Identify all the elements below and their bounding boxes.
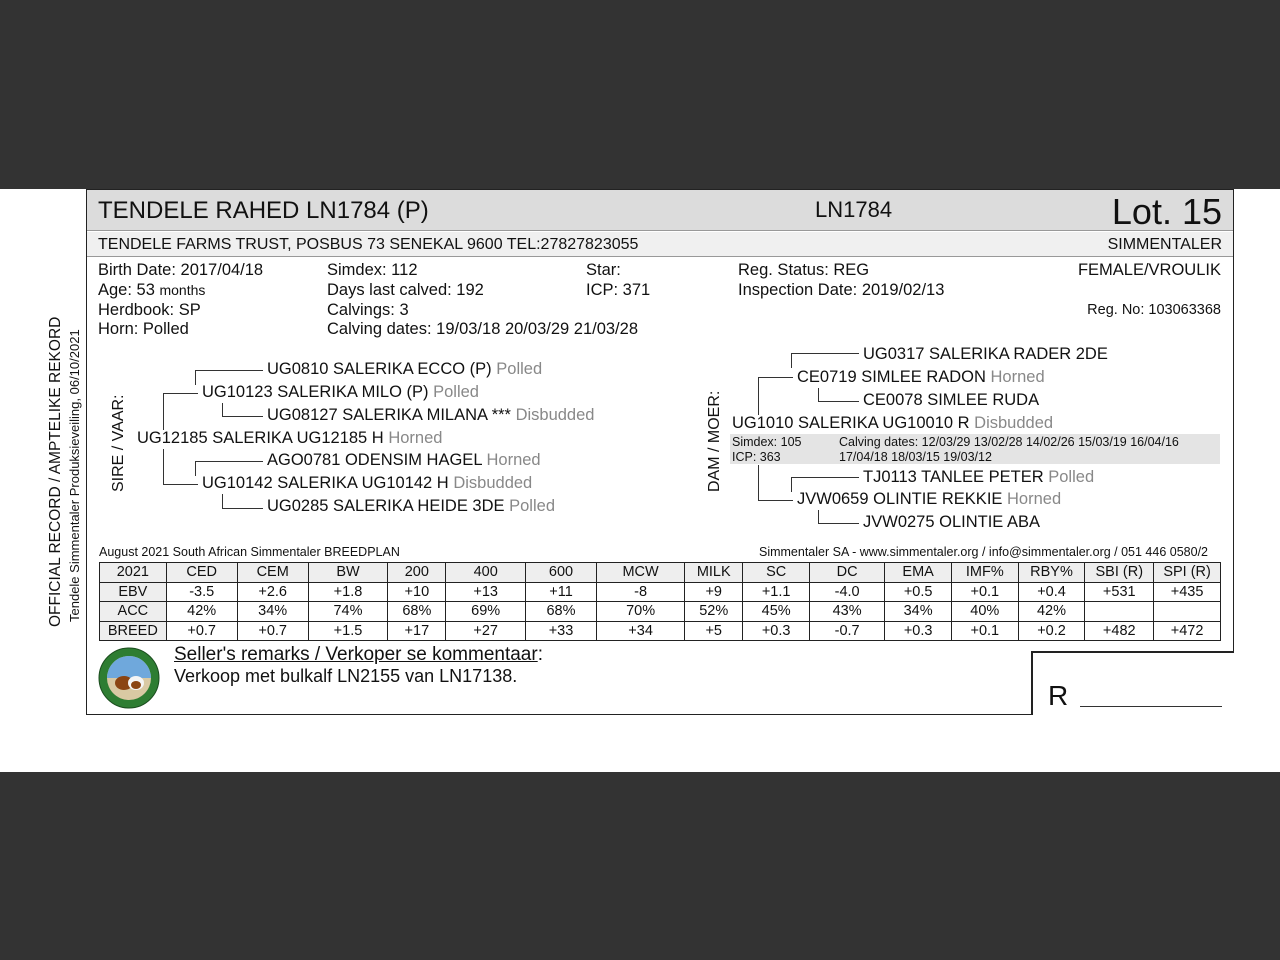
age <box>98 281 205 300</box>
ebv-cell: 45% <box>743 602 810 622</box>
ped-line <box>222 494 223 508</box>
sex: FEMALE/VROULIK <box>1077 261 1221 279</box>
ped-line <box>791 477 859 478</box>
official-record-label: OFFICIAL RECORD / AMPTELIKE REKORD <box>47 316 64 627</box>
horn-trait: Disbudded <box>515 406 595 424</box>
age-value: Age: 53 <box>98 281 155 299</box>
horn-trait: Disbudded <box>974 414 1054 432</box>
ebv-cell: +0.7 <box>166 621 237 641</box>
ped-line <box>222 416 263 417</box>
animal-name: UG10123 SALERIKA MILO (P) <box>202 383 429 401</box>
frame-right <box>1233 189 1234 652</box>
pedigree-sss <box>267 360 542 379</box>
ped-line <box>222 403 223 416</box>
ebv-cell: +1.8 <box>308 582 388 602</box>
herdbook: Herdbook: SP <box>98 301 201 319</box>
animal-name: UG0317 SALERIKA RADER 2DE <box>863 345 1108 363</box>
ped-line <box>818 388 819 401</box>
horn-trait: Polled <box>496 360 543 378</box>
ped-line <box>818 510 819 523</box>
ebv-cell: -4.0 <box>809 582 884 602</box>
ped-line <box>758 500 793 501</box>
ebv-cell: 34% <box>237 602 308 622</box>
ebv-cell: 70% <box>597 602 685 622</box>
ebv-row <box>100 582 1221 602</box>
lot-number: Lot. 15 <box>1111 191 1222 232</box>
ebv-cell: +0.3 <box>743 621 810 641</box>
ebv-cell <box>1154 602 1221 622</box>
ebv-cell: +5 <box>685 621 743 641</box>
ped-line <box>791 353 792 368</box>
animal-name: UG08127 SALERIKA MILANA *** <box>267 406 511 424</box>
animal-name: UG10142 SALERIKA UG10142 H <box>202 474 449 492</box>
ebv-cell: +17 <box>388 621 446 641</box>
ped-line <box>758 465 759 500</box>
ebv-cell: +1.1 <box>743 582 810 602</box>
ebv-header-cell: 600 <box>526 563 597 583</box>
ebv-header-row <box>100 563 1221 583</box>
ped-line <box>195 461 263 462</box>
ebv-cell: +10 <box>388 582 446 602</box>
price-field[interactable] <box>1080 706 1222 707</box>
pedigree-dss <box>863 345 1108 364</box>
remarks-heading <box>174 644 543 666</box>
pedigree-dd <box>797 490 1061 509</box>
pedigree-ssd <box>267 406 594 425</box>
ebv-cell: +34 <box>597 621 685 641</box>
ebv-cell: 43% <box>809 602 884 622</box>
ebv-cell: +0.3 <box>885 621 952 641</box>
horn-trait: Horned <box>388 429 443 447</box>
ebv-cell: 69% <box>446 602 526 622</box>
calvings: Calvings: 3 <box>327 301 409 319</box>
pedigree-sdd <box>267 497 555 516</box>
horn-status: Horn: Polled <box>98 320 189 338</box>
ebv-header-cell: MILK <box>685 563 743 583</box>
ebv-cell: +531 <box>1085 582 1154 602</box>
animal-name: CE0719 SIMLEE RADON <box>797 368 986 386</box>
ebv-cell: +2.6 <box>237 582 308 602</box>
horn-trait: Polled <box>509 497 555 515</box>
pedigree-sd <box>202 474 532 493</box>
pedigree-dam <box>732 414 1053 433</box>
ebv-row <box>100 621 1221 641</box>
dam-calving-dates-2: 17/04/18 18/03/15 19/03/12 <box>839 450 992 464</box>
ebv-cell: +0.1 <box>951 582 1018 602</box>
ebv-cell: -8 <box>597 582 685 602</box>
icp: ICP: 371 <box>586 281 651 299</box>
ebv-cell: +9 <box>685 582 743 602</box>
ebv-cell: 68% <box>526 602 597 622</box>
ebv-table <box>99 562 1221 641</box>
horn-trait: Horned <box>486 451 541 469</box>
star: Star: <box>586 261 621 279</box>
ebv-cell: +435 <box>1154 582 1221 602</box>
sale-label: Tendele Simmentaler Produksieveiling, 06/10/2021 <box>67 329 82 622</box>
ped-line <box>758 377 759 415</box>
remarks-heading-text: Seller's remarks / Verkoper se kommentaar <box>174 644 538 665</box>
ebv-cell: +0.4 <box>1018 582 1085 602</box>
ebv-cell: 52% <box>685 602 743 622</box>
owner-address: TENDELE FARMS TRUST, POSBUS 73 SENEKAL 9600 TEL:27827823055 <box>98 236 639 253</box>
ebv-cell: +27 <box>446 621 526 641</box>
ped-line <box>791 477 792 492</box>
days-last-calved: Days last calved: 192 <box>327 281 484 299</box>
horn-trait: Horned <box>1007 490 1062 508</box>
dam-simdex: Simdex: 105 <box>732 435 802 449</box>
calving-dates: Calving dates: 19/03/18 20/03/29 21/03/28 <box>327 320 638 338</box>
frame-divider-h <box>1031 651 1234 653</box>
pedigree-sire <box>137 429 442 448</box>
dam-label: DAM / MOER: <box>706 390 723 492</box>
ped-line <box>163 393 164 430</box>
inspection-date: Inspection Date: 2019/02/13 <box>738 281 945 299</box>
frame-bottom <box>86 714 1032 715</box>
ebv-cell: 40% <box>951 602 1018 622</box>
animal-name: JVW0275 OLINTIE ABA <box>863 513 1040 531</box>
animal-name: UG1010 SALERIKA UG10010 R <box>732 414 970 432</box>
ebv-header-cell: SPI (R) <box>1154 563 1221 583</box>
dam-calving-dates-1: Calving dates: 12/03/29 13/02/28 14/02/26 15/03/19 16/04/16 <box>839 435 1179 449</box>
ebv-cell: +472 <box>1154 621 1221 641</box>
horn-trait: Disbudded <box>453 474 533 492</box>
ped-line <box>222 508 263 509</box>
ebv-header-cell: SBI (R) <box>1085 563 1154 583</box>
ped-line <box>818 523 859 524</box>
ebv-cell: +0.1 <box>951 621 1018 641</box>
ped-line <box>791 353 859 354</box>
ebv-cell: +0.2 <box>1018 621 1085 641</box>
ebv-cell: +0.7 <box>237 621 308 641</box>
frame-divider-v <box>1031 652 1033 715</box>
breedplan-label: August 2021 South African Simmentaler BREEDPLAN <box>99 545 400 559</box>
breedplan-contact: Simmentaler SA - www.simmentaler.org / info@simmentaler.org / 051 446 0580/2 <box>758 545 1208 559</box>
reg-status: Reg. Status: REG <box>738 261 870 279</box>
frame-left <box>86 189 87 715</box>
ebv-cell: 74% <box>308 602 388 622</box>
ebv-header-cell: 200 <box>388 563 446 583</box>
ped-line <box>758 377 793 378</box>
ped-line <box>195 370 196 385</box>
animal-name: AGO0781 ODENSIM HAGEL <box>267 451 482 469</box>
ebv-header-cell: CEM <box>237 563 308 583</box>
age-unit: months <box>159 282 206 298</box>
ebv-header-cell: 2021 <box>100 563 167 583</box>
pedigree-dsd <box>863 391 1039 410</box>
pedigree-ddd <box>863 513 1040 532</box>
animal-name: UG0810 SALERIKA ECCO (P) <box>267 360 492 378</box>
ebv-header-cell: SC <box>743 563 810 583</box>
animal-name: TENDELE RAHED LN1784 (P) <box>98 197 429 224</box>
remarks-colon: : <box>537 644 543 665</box>
ped-line <box>195 370 263 371</box>
ebv-row-label: ACC <box>100 602 167 622</box>
pedigree-dds <box>863 468 1094 487</box>
reg-number: Reg. No: 103063368 <box>1087 302 1221 318</box>
ebv-cell: +0.5 <box>885 582 952 602</box>
ped-line <box>163 484 198 485</box>
horn-trait: Polled <box>433 383 479 401</box>
horn-trait: Polled <box>1048 468 1095 486</box>
ebv-cell: +13 <box>446 582 526 602</box>
ebv-header-cell: DC <box>809 563 884 583</box>
ebv-header-cell: IMF% <box>951 563 1018 583</box>
ebv-row-label: BREED <box>100 621 167 641</box>
ped-line <box>818 401 859 402</box>
sire-label: SIRE / VAAR: <box>110 394 127 492</box>
ebv-cell: +11 <box>526 582 597 602</box>
ebv-row-label: EBV <box>100 582 167 602</box>
animal-name: UG12185 SALERIKA UG12185 H <box>137 429 384 447</box>
ebv-header-cell: RBY% <box>1018 563 1085 583</box>
simmentaler-logo-icon <box>98 647 160 709</box>
ebv-header-cell: MCW <box>597 563 685 583</box>
ebv-header-cell: BW <box>308 563 388 583</box>
ebv-header-cell: EMA <box>885 563 952 583</box>
ebv-cell: 34% <box>885 602 952 622</box>
ebv-cell: 68% <box>388 602 446 622</box>
pedigree-ds <box>797 368 1045 387</box>
pedigree-ss <box>202 383 479 402</box>
animal-name: JVW0659 OLINTIE REKKIE <box>797 490 1003 508</box>
remarks-text: Verkoop met bulkalf LN2155 van LN17138. <box>174 666 518 686</box>
birth-date: Birth Date: 2017/04/18 <box>98 261 264 279</box>
pedigree-sds <box>267 451 541 470</box>
animal-name: UG0285 SALERIKA HEIDE 3DE <box>267 497 505 515</box>
ebv-cell: 42% <box>1018 602 1085 622</box>
ebv-cell <box>1085 602 1154 622</box>
animal-code: LN1784 <box>815 197 893 222</box>
ped-line <box>163 393 198 394</box>
animal-name: CE0078 SIMLEE RUDA <box>863 391 1040 409</box>
dam-icp: ICP: 363 <box>732 450 781 464</box>
ped-line <box>195 461 196 476</box>
price-prefix: R <box>1048 680 1069 711</box>
ebv-cell: +33 <box>526 621 597 641</box>
breed-label: SIMMENTALER <box>1107 236 1222 253</box>
ebv-cell: -0.7 <box>809 621 884 641</box>
ebv-cell: +1.5 <box>308 621 388 641</box>
horn-trait: Horned <box>990 368 1045 386</box>
simdex: Simdex: 112 <box>327 261 418 279</box>
ebv-row <box>100 602 1221 622</box>
ebv-header-cell: CED <box>166 563 237 583</box>
ebv-cell: +482 <box>1085 621 1154 641</box>
ebv-header-cell: 400 <box>446 563 526 583</box>
ped-line <box>163 449 164 484</box>
ebv-cell: 42% <box>166 602 237 622</box>
animal-name: TJ0113 TANLEE PETER <box>863 468 1044 486</box>
ebv-cell: -3.5 <box>166 582 237 602</box>
